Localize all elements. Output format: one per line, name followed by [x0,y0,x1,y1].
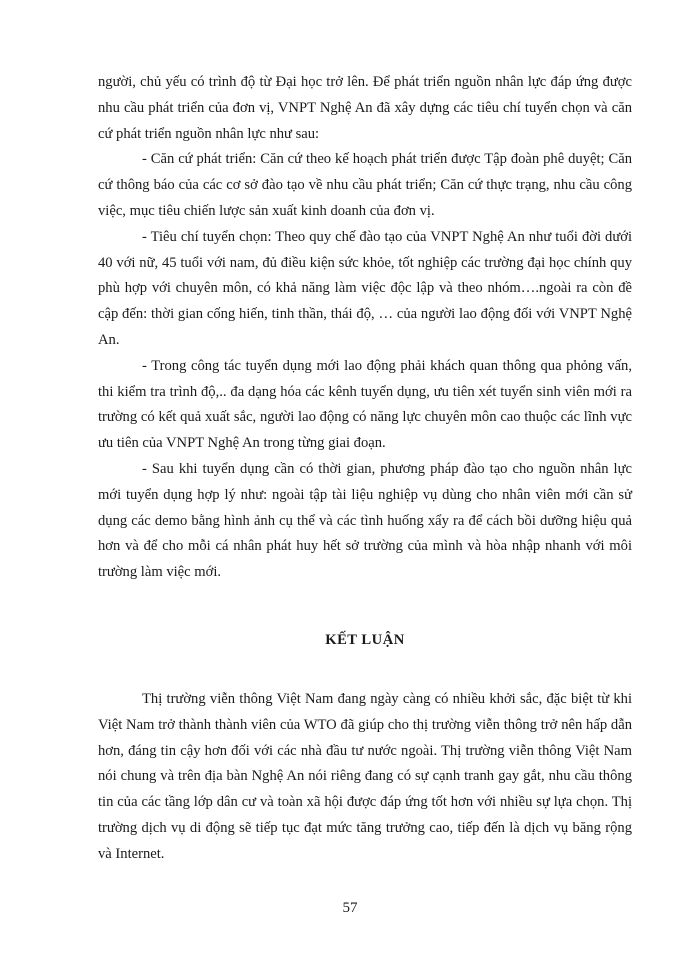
paragraph-conclusion: Thị trường viễn thông Việt Nam đang ngày càng có nhiều khởi sắc, đặc biệt từ khi Việt Nam trở thành thành viên của WTO đã giúp cho thị trường viễn thông trở nên hấp dẫn hơn, đáng tin cậy hơn đối với các nhà đầu tư nước ngoài. Thị trường viễn thông Việt Nam nói chung và trên địa bàn Nghệ An nói riêng đang có sự cạnh tranh gay gắt, nhu cầu thông tin của các tầng lớp dân cư và toàn xã hội được đáp ứng tốt hơn với nhiều sự lựa chọn. Thị trường dịch vụ di động sẽ tiếp tục đạt mức tăng trưởng cao, tiếp đến là dịch vụ băng rộng và Internet. [98,690,632,862]
paragraph-selection-criteria: - Tiêu chí tuyển chọn: Theo quy chế đào tạo của VNPT Nghệ An như tuổi đời dưới 40 với nữ, 45 tuổi với nam, đủ điều kiện sức khỏe, tốt nghiệp các trường đại học chính quy phù hợp với chuyên môn, có khả năng làm việc độc lập và theo nhóm….ngoài ra còn đề cập đến: thời gian cống hiến, tinh thần, thái độ, … của người lao động đối với VNPT Nghệ An. [98,228,632,348]
paragraph-recruitment: - Trong công tác tuyển dụng mới lao động phải khách quan thông qua phỏng vấn, thi kiểm tra trình độ,.. đa dạng hóa các kênh tuyển dụng, ưu tiên xét tuyển sinh viên mới ra trường có kết quả xuất sắc, người lao động có năng lực chuyên môn cao thuộc các lĩnh vực ưu tiên của VNPT Nghệ An trong từng giai đoạn. [98,357,632,452]
paragraph-development-basis: - Căn cứ phát triển: Căn cứ theo kế hoạch phát triển được Tập đoàn phê duyệt; Căn cứ thông báo của các cơ sở đào tạo về nhu cầu phát triển; Căn cứ thực trạng, nhu cầu công việc, mục tiêu chiến lược sản xuất kinh doanh của đơn vị. [98,151,632,219]
paragraph-training: - Sau khi tuyển dụng cần có thời gian, phương pháp đào tạo cho nguồn nhân lực mới tuyển dụng hợp lý như: ngoài tập tài liệu nghiệp vụ dùng cho nhân viên mới cần sử dụng các demo bằng hình ảnh cụ thể và các tình huống xẩy ra để cách bồi dưỡng hiệu quả hơn và để cho mỗi cá nhân phát huy hết sở trường của mình và hòa nhập nhanh với môi trường làm việc mới. [98,460,632,581]
page-number: 57 [342,900,358,916]
section-heading: KẾT LUẬN [325,631,405,648]
document-page [98,70,632,868]
paragraph-intro: người, chủ yếu có trình độ từ Đại học trở lên. Để phát triển nguồn nhân lực đáp ứng được nhu cầu phát triển của đơn vị, VNPT Nghệ An đã xây dựng các tiêu chí tuyển chọn và căn cứ phát triển nguồn nhân lực như sau: [98,74,632,142]
